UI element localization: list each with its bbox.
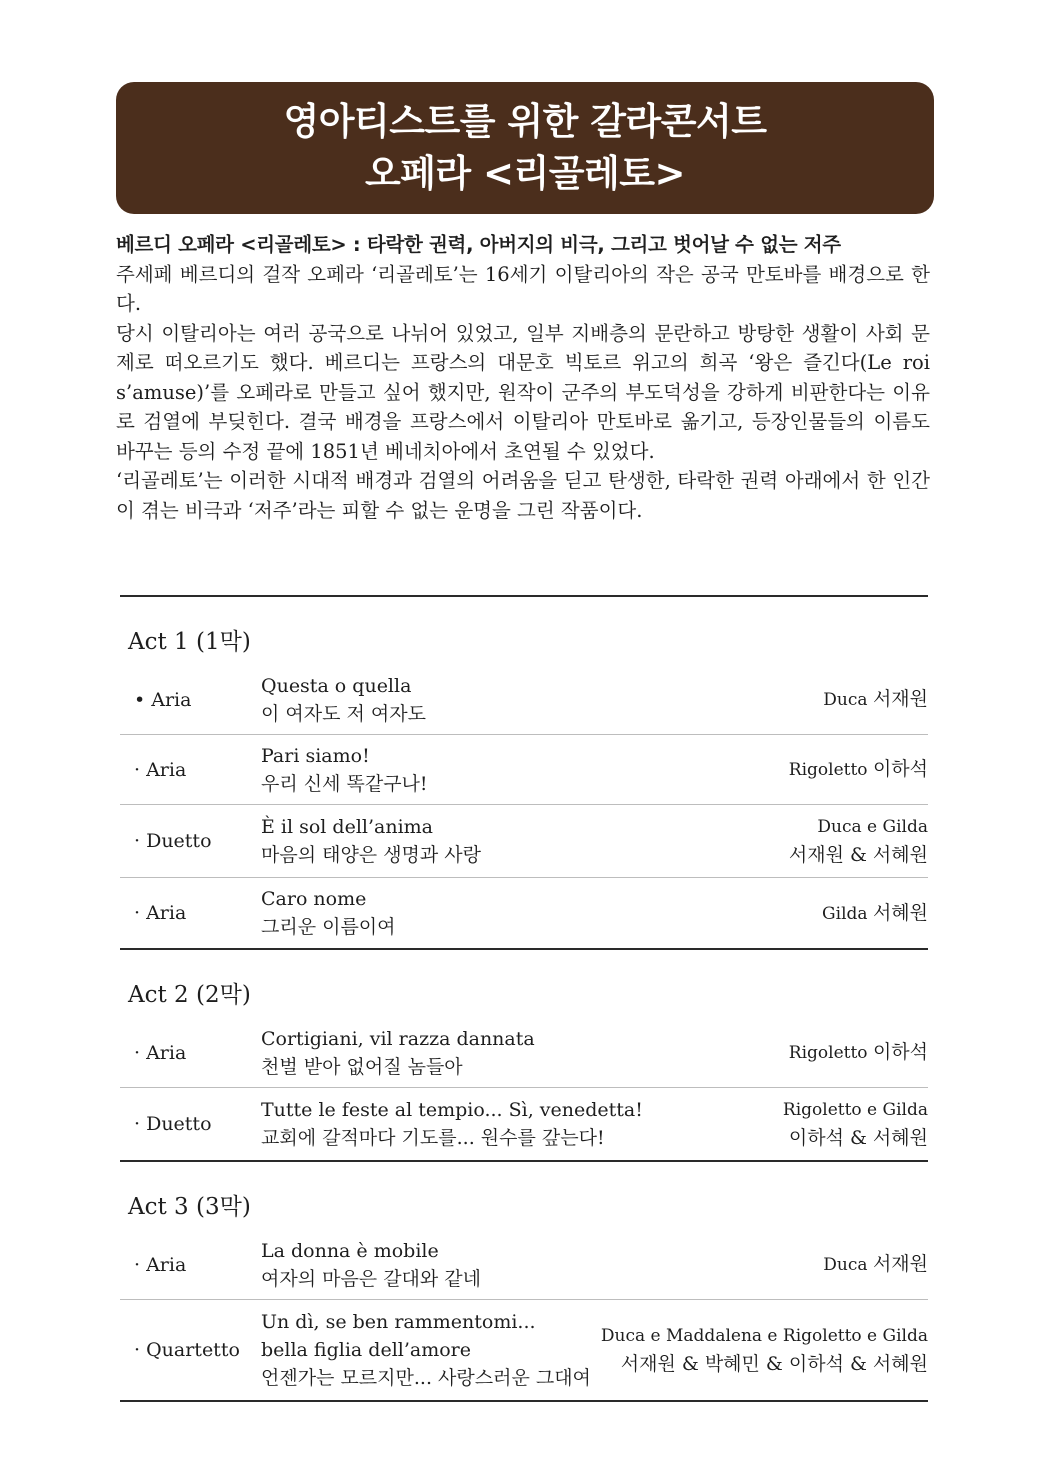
intro-section — [116, 230, 930, 525]
performer-names: 서재원 — [872, 1253, 928, 1275]
piece-title — [261, 885, 822, 941]
performers — [789, 755, 928, 784]
act-section — [120, 1162, 928, 1402]
piece-title-original: Tutte le feste al tempio... Sì, venedetta! — [261, 1099, 643, 1121]
performer-role: Rigoletto e Gilda — [782, 1100, 928, 1120]
performer-role: Duca e Gilda — [817, 817, 928, 837]
piece-title — [261, 1096, 783, 1152]
piece-title-korean: 교회에 갈적마다 기도를... 원수를 갚는다! — [261, 1127, 605, 1149]
piece-type: · Duetto — [134, 1113, 212, 1135]
performer-names: 이하석 — [872, 758, 928, 780]
title-banner — [116, 82, 934, 214]
banner-title-line1: 영아티스트를 위한 갈라콘서트 — [283, 100, 767, 143]
piece-title — [261, 1237, 823, 1293]
piece-title-korean: 마음의 태양은 생명과 사랑 — [261, 844, 482, 866]
piece-type: · Quartetto — [134, 1339, 240, 1361]
piece-title — [261, 672, 823, 728]
piece-title-original: Un dì, se ben rammentomi... — [261, 1311, 536, 1333]
performer-names: 서혜원 — [872, 901, 928, 924]
performer-role: Duca — [823, 1255, 868, 1275]
piece-title-original: Caro nome — [261, 888, 367, 910]
performers — [823, 1250, 928, 1279]
performer-names: 서재원 & 박혜민 & 이하석 & 서혜원 — [620, 1353, 928, 1375]
performers — [601, 1322, 928, 1378]
performers — [783, 1096, 928, 1152]
performer-role: Rigoletto — [788, 760, 868, 780]
piece-title-korean: 천벌 받아 없어질 놈들아 — [261, 1055, 463, 1078]
piece-type: · Aria — [134, 902, 187, 924]
piece-type: · Aria — [134, 1041, 187, 1064]
performer-role: Rigoletto — [788, 1043, 868, 1063]
piece-title-original: Pari siamo! — [261, 744, 370, 767]
performer-names: 이하석 & 서혜원 — [788, 1127, 928, 1149]
performer-role: Gilda — [822, 903, 868, 924]
act-section — [120, 950, 928, 1162]
program-row — [120, 1088, 928, 1160]
piece-title — [261, 1308, 601, 1392]
intro-paragraph: ‘리골레토’는 이러한 시대적 배경과 검열의 어려움을 딛고 탄생한, 타락한 권력 아래에서 한 인간이 겪는 비극과 ‘저주’라는 피할 수 없는 운명을 그린 작품이다. — [116, 469, 930, 522]
act-title: Act 3 (3막) — [128, 1194, 251, 1220]
intro-heading: 베르디 오페라 <리골레토> : 타락한 권력, 아버지의 비극, 그리고 벗어날 수 없는 저주 — [116, 233, 841, 256]
performer-role: Duca e Maddalena e Rigoletto e Gilda — [600, 1326, 928, 1346]
performer-names: 서재원 — [872, 688, 928, 710]
piece-title-korean: 언젠가는 모르지만... 사랑스러운 그대여 — [261, 1367, 591, 1389]
piece-title-original: bella figlia dell’amore — [261, 1339, 471, 1361]
program-row — [120, 878, 928, 948]
piece-title-korean: 우리 신세 똑같구나! — [261, 772, 428, 795]
program-row — [120, 665, 928, 735]
piece-title-original: Cortigiani, vil razza dannata — [261, 1027, 535, 1050]
program-row — [120, 1018, 928, 1088]
program-row — [120, 1230, 928, 1300]
banner-title-line2: 오페라 <리골레토> — [364, 152, 686, 195]
program-row — [120, 1300, 928, 1400]
act-section — [120, 597, 928, 950]
performers — [823, 685, 928, 714]
performers — [822, 899, 928, 928]
performer-names: 서재원 & 서혜원 — [788, 844, 928, 866]
piece-title — [261, 813, 789, 869]
piece-title — [261, 742, 789, 798]
piece-title-korean: 여자의 마음은 갈대와 같네 — [261, 1267, 482, 1290]
piece-type: · Duetto — [134, 830, 212, 852]
piece-title-korean: 그리운 이름이여 — [261, 916, 396, 938]
intro-paragraph: 당시 이탈리아는 여러 공국으로 나뉘어 있었고, 일부 지배층의 문란하고 방탕한 생활이 사회 문제로 떠오르기도 했다. 베르디는 프랑스의 대문호 빅토르 위고의 희곡 ‘왕은 즐긴다(Le roi s’amuse)’를 오페라로 만들고 싶어 했지만, 원작이 군주의 부도덕성을 강하게 비판한다는 이유로 검열에 부딪힌다. 결국 배경을 프랑스에서 이탈리아 만토바로 옮기고, 등장인물들의 이름도 바꾸는 등의 수정 끝에 1851년 베네치아에서 초연될 수 있었다. — [116, 321, 930, 463]
performer-role: Duca — [823, 690, 868, 710]
piece-title-original: La donna è mobile — [261, 1239, 439, 1262]
intro-paragraph: 주세페 베르디의 걸작 오페라 ‘리골레토’는 16세기 이탈리아의 작은 공국 만토바를 배경으로 한다. — [116, 262, 930, 315]
performers — [789, 813, 928, 869]
performers — [789, 1038, 928, 1067]
program-list — [120, 595, 928, 1402]
performer-names: 이하석 — [872, 1041, 928, 1063]
piece-title-original: Questa o quella — [261, 674, 412, 697]
program-row — [120, 735, 928, 805]
piece-type: · Aria — [134, 758, 187, 781]
piece-title-original: È il sol dell’anima — [261, 816, 433, 838]
piece-title-korean: 이 여자도 저 여자도 — [261, 702, 426, 725]
program-row — [120, 805, 928, 878]
act-title: Act 2 (2막) — [128, 982, 251, 1008]
piece-type: • Aria — [134, 688, 192, 711]
piece-title — [261, 1025, 789, 1081]
act-title: Act 1 (1막) — [128, 629, 251, 655]
piece-type: · Aria — [134, 1253, 187, 1276]
